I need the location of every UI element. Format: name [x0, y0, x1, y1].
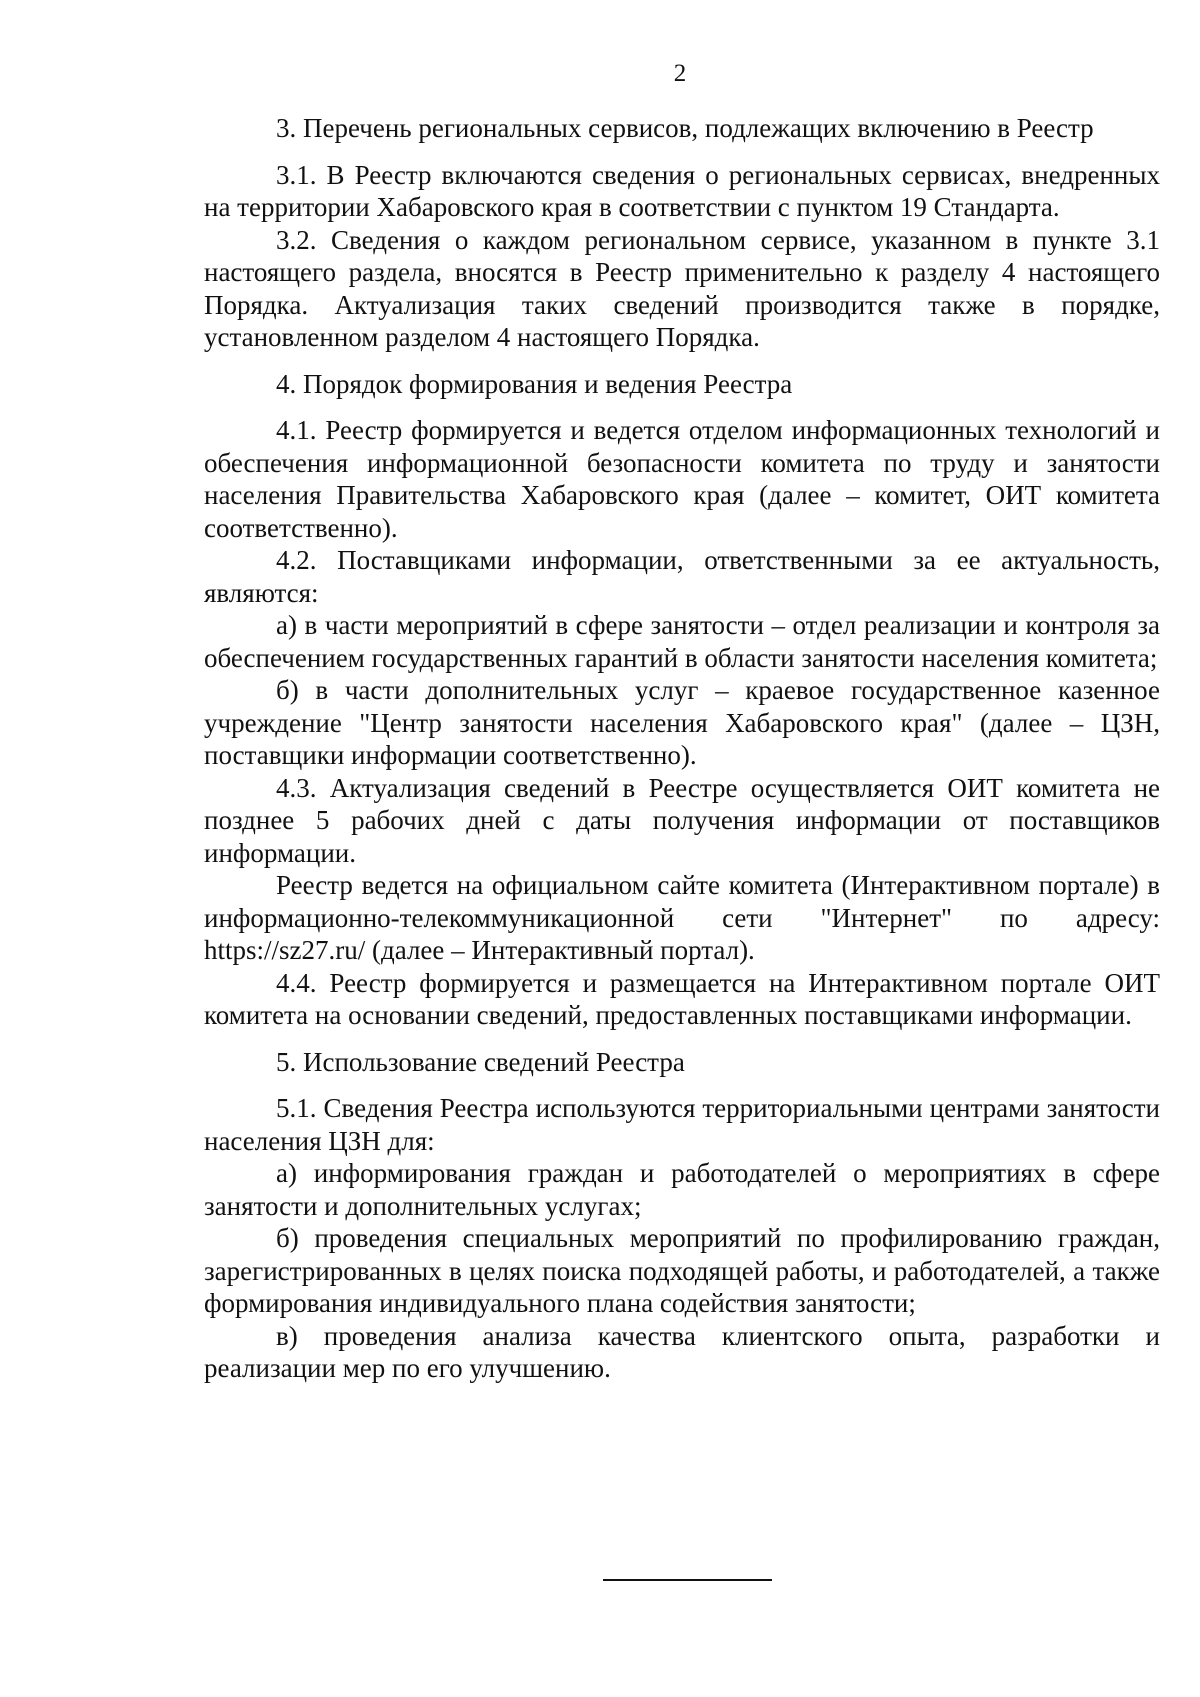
- paragraph: в) проведения анализа качества клиентского опыта, разработки и реализации мер по его улучшению.: [204, 1320, 1160, 1383]
- paragraph: б) в части дополнительных услуг – краевое государственное казенное учреждение "Центр занятости населения Хабаровского края" (далее – ЦЗН, поставщики информации соответственно).: [204, 675, 1160, 770]
- paragraph: 4.4. Реестр формируется и размещается на Интерактивном портале ОИТ комитета на основании сведений, предоставленных поставщиками информации.: [204, 967, 1160, 1030]
- paragraph: 5.1. Сведения Реестра используются территориальными центрами занятости населения ЦЗН для:: [204, 1093, 1160, 1156]
- paragraph: 4.2. Поставщиками информации, ответственными за ее актуальность, являются:: [204, 545, 1160, 608]
- paragraph: 4.3. Актуализация сведений в Реестре осуществляется ОИТ комитета не позднее 5 рабочих дней с даты получения информации от поставщиков информации.: [204, 772, 1160, 868]
- section-4: [204, 368, 1160, 1032]
- paragraph: 3.2. Сведения о каждом региональном сервисе, указанном в пункте 3.1 настоящего раздела, вносятся в Реестр применительно к разделу 4 настоящего Порядка. Актуализация таких сведений производится также в порядке, установленном разделом 4 настоящего Порядка.: [204, 224, 1160, 352]
- section-5: [204, 1046, 1160, 1385]
- paragraph: а) в части мероприятий в сфере занятости – отдел реализации и контроля за обеспечением государственных гарантий в области занятости населения комитета;: [204, 610, 1160, 673]
- document-body: [204, 112, 1160, 1385]
- paragraph: 4.1. Реестр формируется и ведется отделом информационных технологий и обеспечения информационной безопасности комитета по труду и занятости населения Правительства Хабаровского края (далее – комитет, ОИТ комитета соответственно).: [204, 415, 1160, 543]
- section-3: [204, 112, 1160, 354]
- paragraph: а) информирования граждан и работодателей о мероприятиях в сфере занятости и дополнительных услугах;: [204, 1158, 1160, 1221]
- section-heading: 4. Порядок формирования и ведения Реестра: [276, 368, 793, 399]
- paragraph: 3.1. В Реестр включаются сведения о региональных сервисах, внедренных на территории Хабаровского края в соответствии с пунктом 19 Стандарта.: [204, 159, 1160, 222]
- closing-divider: [603, 1579, 772, 1581]
- paragraph: б) проведения специальных мероприятий по профилированию граждан, зарегистрированных в целях поиска подходящей работы, и работодателей, а также формирования индивидуального плана содействия занятости;: [204, 1223, 1160, 1318]
- section-heading: 3. Перечень региональных сервисов, подлежащих включению в Реестр: [276, 113, 1094, 143]
- section-heading: 5. Использование сведений Реестра: [276, 1046, 685, 1077]
- paragraph: Реестр ведется на официальном сайте комитета (Интерактивном портале) в информационно-телекоммуникационной сети "Интернет" по адресу: https://sz27.ru/ (далее – Интерактивный портал).: [204, 870, 1160, 965]
- page-number: 2: [673, 60, 687, 87]
